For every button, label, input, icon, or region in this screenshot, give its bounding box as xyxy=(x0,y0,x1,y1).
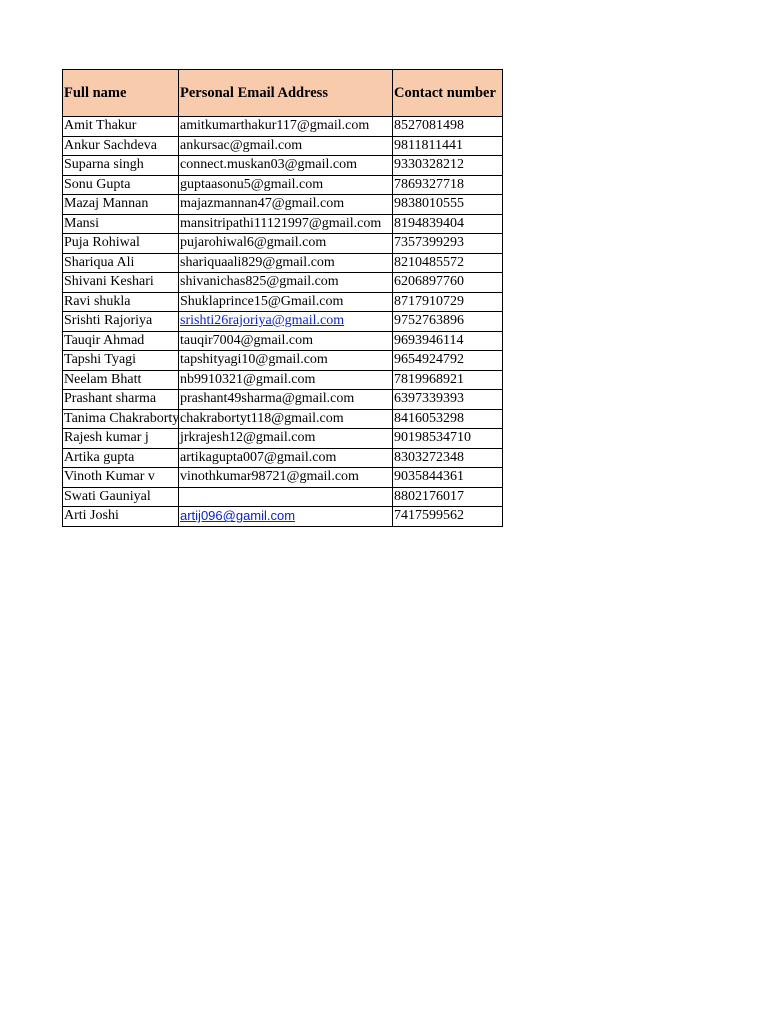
cell-email: Shuklaprince15@Gmail.com xyxy=(179,292,393,312)
cell-email: prashant49sharma@gmail.com xyxy=(179,390,393,410)
table-body xyxy=(63,117,503,527)
table-row xyxy=(63,409,503,429)
cell-email: majazmannan47@gmail.com xyxy=(179,195,393,215)
cell-contact-number: 7869327718 xyxy=(393,175,503,195)
cell-email: chakrabortyt118@gmail.com xyxy=(179,409,393,429)
cell-contact-number: 7417599562 xyxy=(393,507,503,527)
cell-contact-number: 9693946114 xyxy=(393,331,503,351)
header-row xyxy=(63,70,503,117)
cell-full-name: Ravi shukla xyxy=(63,292,179,312)
cell-full-name: Amit Thakur xyxy=(63,117,179,137)
cell-contact-number: 9330328212 xyxy=(393,156,503,176)
header-contact-number: Contact number xyxy=(393,70,503,117)
cell-email: amitkumarthakur117@gmail.com xyxy=(179,117,393,137)
cell-full-name: Srishti Rajoriya xyxy=(63,312,179,332)
cell-contact-number: 9752763896 xyxy=(393,312,503,332)
cell-full-name: Tanima Chakraborty xyxy=(63,409,179,429)
email-link[interactable]: artij096@gamil.com xyxy=(179,507,393,527)
cell-contact-number: 7819968921 xyxy=(393,370,503,390)
cell-full-name: Prashant sharma xyxy=(63,390,179,410)
cell-full-name: Shivani Keshari xyxy=(63,273,179,293)
cell-full-name: Suparna singh xyxy=(63,156,179,176)
cell-full-name: Puja Rohiwal xyxy=(63,234,179,254)
cell-full-name: Neelam Bhatt xyxy=(63,370,179,390)
header-email: Personal Email Address xyxy=(179,70,393,117)
cell-full-name: Shariqua Ali xyxy=(63,253,179,273)
cell-contact-number: 8527081498 xyxy=(393,117,503,137)
cell-email: connect.muskan03@gmail.com xyxy=(179,156,393,176)
cell-email: shivanichas825@gmail.com xyxy=(179,273,393,293)
cell-full-name: Tauqir Ahmad xyxy=(63,331,179,351)
cell-contact-number: 9654924792 xyxy=(393,351,503,371)
table-header xyxy=(63,70,503,117)
table-row xyxy=(63,487,503,507)
cell-email xyxy=(179,487,393,507)
table-row xyxy=(63,117,503,137)
table-row xyxy=(63,292,503,312)
table-row xyxy=(63,136,503,156)
cell-contact-number: 7357399293 xyxy=(393,234,503,254)
table-row xyxy=(63,253,503,273)
table-row xyxy=(63,156,503,176)
table-row xyxy=(63,234,503,254)
table-row xyxy=(63,429,503,449)
table-row xyxy=(63,175,503,195)
cell-full-name: Sonu Gupta xyxy=(63,175,179,195)
cell-email: nb9910321@gmail.com xyxy=(179,370,393,390)
table-row xyxy=(63,468,503,488)
cell-contact-number: 8303272348 xyxy=(393,448,503,468)
table-row xyxy=(63,390,503,410)
cell-email: mansitripathi11121997@gmail.com xyxy=(179,214,393,234)
cell-contact-number: 9838010555 xyxy=(393,195,503,215)
cell-email: tauqir7004@gmail.com xyxy=(179,331,393,351)
cell-contact-number: 9035844361 xyxy=(393,468,503,488)
cell-full-name: Vinoth Kumar v xyxy=(63,468,179,488)
cell-full-name: Ankur Sachdeva xyxy=(63,136,179,156)
cell-contact-number: 90198534710 xyxy=(393,429,503,449)
table-row xyxy=(63,273,503,293)
cell-contact-number: 8194839404 xyxy=(393,214,503,234)
cell-email: ankursac@gmail.com xyxy=(179,136,393,156)
table-row xyxy=(63,448,503,468)
email-link[interactable]: srishti26rajoriya@gmail.com xyxy=(179,312,393,332)
cell-contact-number: 8210485572 xyxy=(393,253,503,273)
cell-full-name: Mansi xyxy=(63,214,179,234)
cell-email: pujarohiwal6@gmail.com xyxy=(179,234,393,254)
cell-contact-number: 8802176017 xyxy=(393,487,503,507)
table-row xyxy=(63,195,503,215)
cell-contact-number: 6206897760 xyxy=(393,273,503,293)
cell-full-name: Arti Joshi xyxy=(63,507,179,527)
table-row xyxy=(63,214,503,234)
cell-contact-number: 8717910729 xyxy=(393,292,503,312)
cell-full-name: Rajesh kumar j xyxy=(63,429,179,449)
cell-contact-number: 6397339393 xyxy=(393,390,503,410)
cell-email: jrkrajesh12@gmail.com xyxy=(179,429,393,449)
cell-contact-number: 8416053298 xyxy=(393,409,503,429)
table-row xyxy=(63,312,503,332)
cell-full-name: Artika gupta xyxy=(63,448,179,468)
cell-email: artikagupta007@gmail.com xyxy=(179,448,393,468)
cell-email: vinothkumar98721@gmail.com xyxy=(179,468,393,488)
contacts-table xyxy=(62,69,503,527)
cell-full-name: Mazaj Mannan xyxy=(63,195,179,215)
table-row xyxy=(63,351,503,371)
cell-full-name: Tapshi Tyagi xyxy=(63,351,179,371)
header-full-name: Full name xyxy=(63,70,179,117)
cell-email: guptaasonu5@gmail.com xyxy=(179,175,393,195)
table-row xyxy=(63,331,503,351)
cell-contact-number: 9811811441 xyxy=(393,136,503,156)
table-row xyxy=(63,370,503,390)
cell-full-name: Swati Gauniyal xyxy=(63,487,179,507)
cell-email: tapshityagi10@gmail.com xyxy=(179,351,393,371)
cell-email: shariquaali829@gmail.com xyxy=(179,253,393,273)
table-row xyxy=(63,507,503,527)
